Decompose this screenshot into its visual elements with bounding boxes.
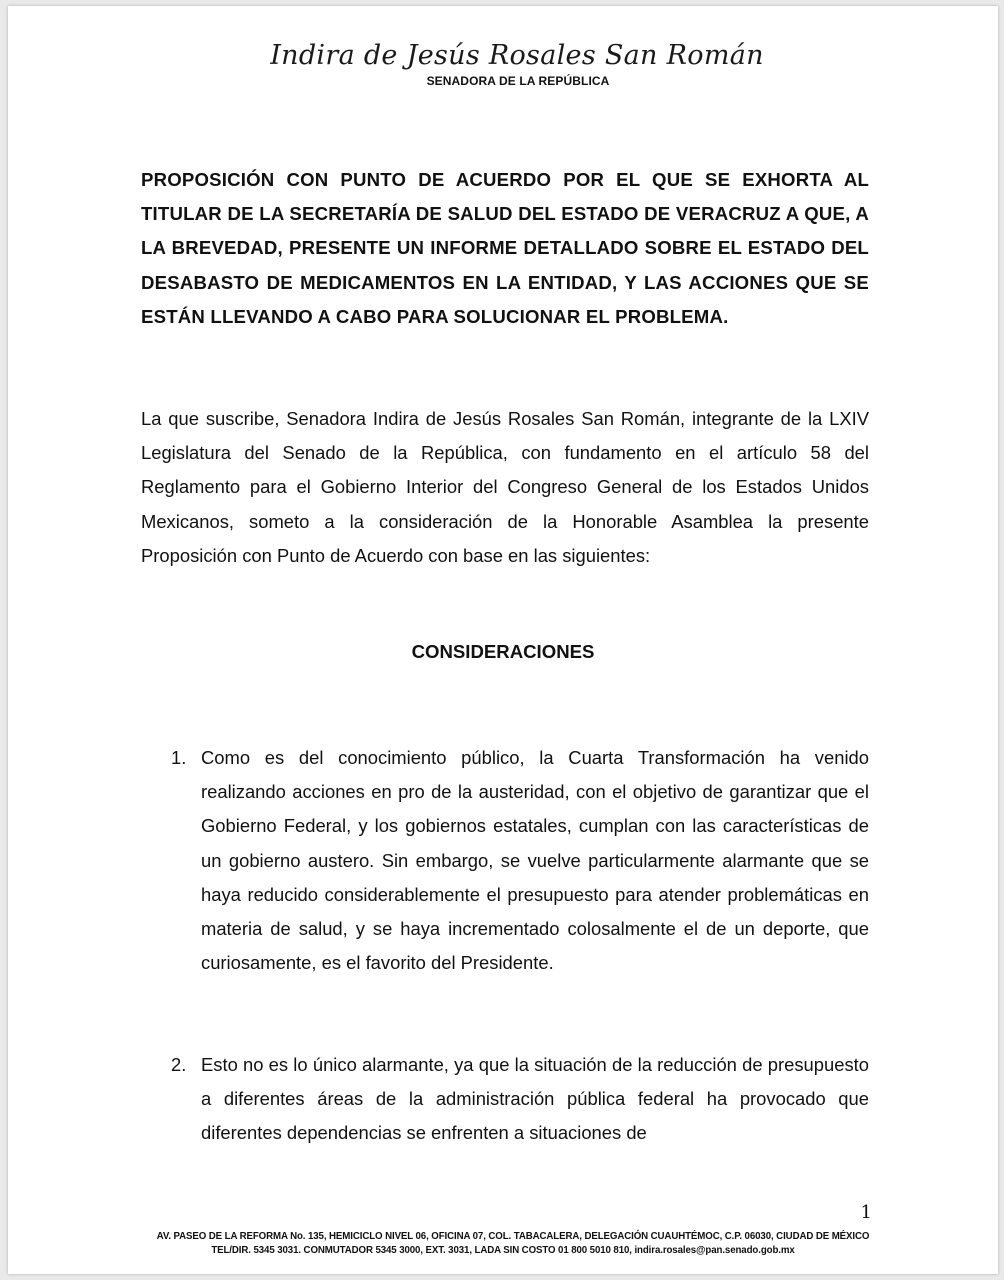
section-heading: CONSIDERACIONES [411,641,595,662]
consideration-number: 2. [171,1054,187,1075]
page-number: 1 [860,1202,872,1223]
consideration-text: Como es del conocimiento público, la Cuarta Transformación ha venido realizando acciones en pro de la austeridad, con el objetivo de garantizar que el Gobierno Federal, y los gobiernos estatales, cumplan con las características de un gobierno austero. Sin embargo, se vuelve particularmente alarmante que se haya reducido considerablemente el presupuesto para atender problemáticas en materia de salud, y se haya incrementado colosalmente el de un deporte, que curiosamente, es el favorito del Presidente. [201,747,869,974]
consideration-item [171,1048,869,1151]
footer-address: AV. PASEO DE LA REFORMA No. 135, HEMICICLO NIVEL 06, OFICINA 07, COL. TABACALERA, DELEGACIÓN CUAUHTÉMOC, C.P. 06030, CIUDAD DE MÉXICO [156,1231,870,1242]
consideration-item [171,741,869,980]
footer-contact: TEL/DIR. 5345 3031. CONMUTADOR 5345 3000, EXT. 3031, LADA SIN COSTO 01 800 5010 810, indira.rosales@pan.senado.gob.mx [211,1245,795,1256]
letterhead [8,40,998,88]
page-footer [8,1230,998,1258]
consideration-text: Esto no es lo único alarmante, ya que la situación de la reducción de presupuesto a diferentes áreas de la administración pública federal ha provocado que diferentes dependencias se enfrenten a situaciones de [201,1054,869,1144]
intro-paragraph: La que suscribe, Senadora Indira de Jesús Rosales San Román, integrante de la LXIV Legislatura del Senado de la República, con fundamento en el artículo 58 del Reglamento para el Gobierno Interior del Congreso General de los Estados Unidos Mexicanos, someto a la consideración de la Honorable Asamblea la presente Proposición con Punto de Acuerdo con base en las siguientes: [141,408,869,566]
consideration-number: 1. [171,747,187,768]
senator-role: SENADORA DE LA REPÚBLICA [426,74,610,88]
senator-name-signature: Indira de Jesús Rosales San Román [270,40,764,71]
document-title: PROPOSICIÓN CON PUNTO DE ACUERDO POR EL QUE SE EXHORTA AL TITULAR DE LA SECRETARÍA DE SALUD DEL ESTADO DE VERACRUZ A QUE, A LA BREVEDAD, PRESENTE UN INFORME DETALLADO SOBRE EL ESTADO DEL DESABASTO DE MEDICAMENTOS EN LA ENTIDAD, Y LAS ACCIONES QUE SE ESTÁN LLEVANDO A CABO PARA SOLUCIONAR EL PROBLEMA. [141,169,869,327]
document-page [8,6,998,1274]
